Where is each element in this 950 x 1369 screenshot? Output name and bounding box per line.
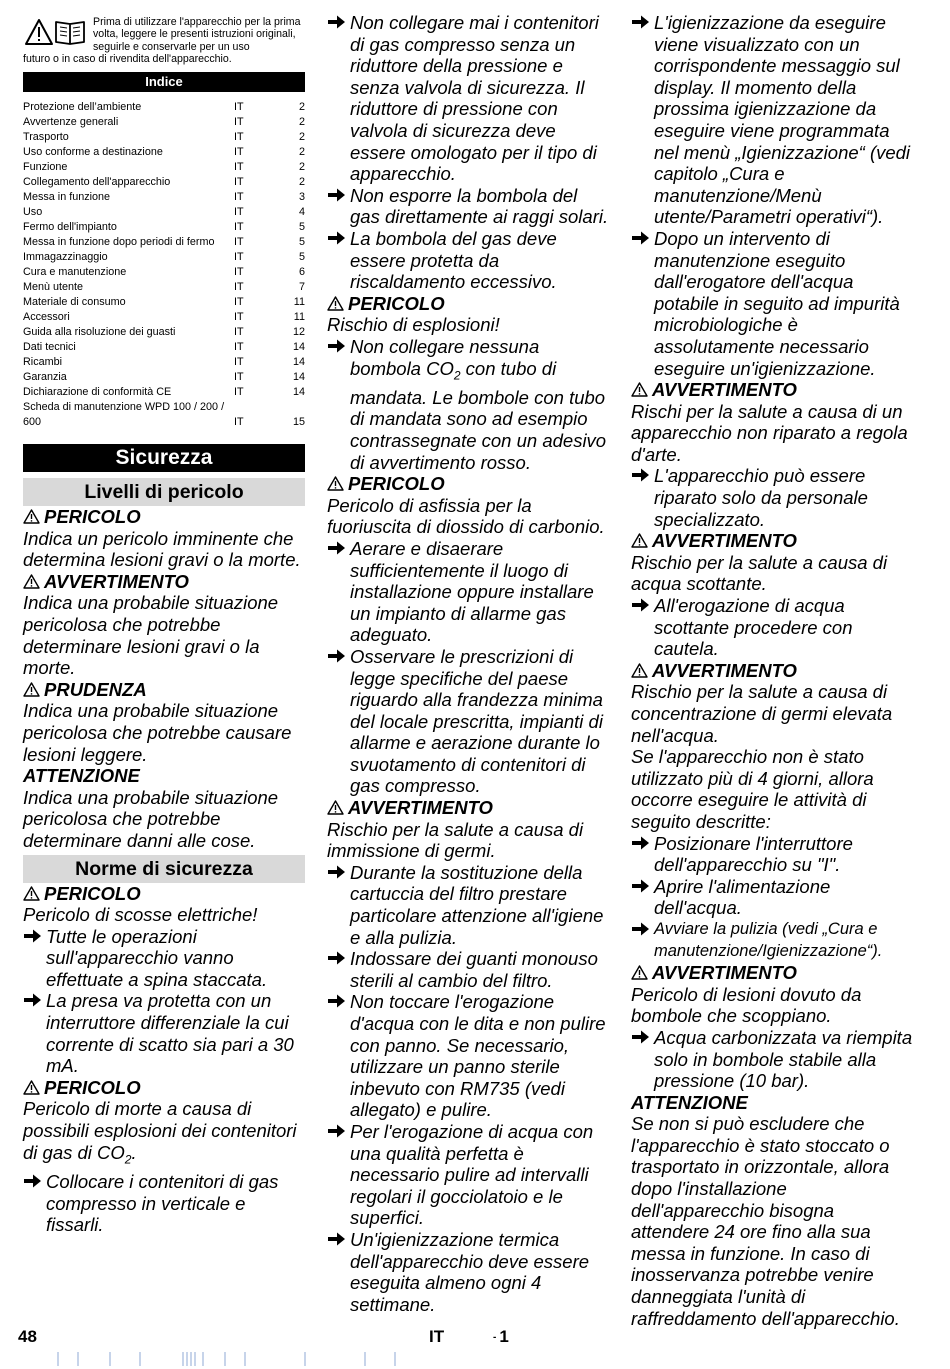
toc-entry-page: 14	[292, 386, 305, 398]
toc-entry-page: 11	[293, 296, 305, 308]
toc-entry-page: 6	[298, 266, 305, 278]
arrow-right-icon	[631, 1029, 650, 1045]
notice-text: Se non si può escludere che l'apparecchio è stato stoccato o trasportato in orizzontale, allora dopo l'installazione dell'apparecchio bisogna attendere 24 ore fino alla sua messa in funzione. In caso di inosservanza potrebbe venire danneggiata l'unità di raffreddamento dell'apparecchio.	[631, 1113, 900, 1329]
level-description: Indica un pericolo imminente che determina lesioni gravi o la morte.	[23, 527, 301, 571]
level-heading: ATTENZIONE	[23, 765, 140, 787]
instruction-item: Aprire l'alimentazione dell'acqua.	[631, 876, 913, 919]
intro-text: Prima di utilizzare l'apparecchio per la prima volta, leggere le presenti istruzioni originali, seguirle e conservarle per un uso	[93, 16, 301, 53]
warning-icon	[23, 574, 40, 589]
toc-entry[interactable]	[23, 400, 305, 430]
column-middle	[327, 12, 611, 1315]
arrow-right-icon	[327, 648, 346, 664]
toc-entry-title: Dati tecnici	[23, 341, 76, 353]
subsection-title: Norme di sicurezza	[23, 855, 305, 883]
hazard-heading: PERICOLO	[23, 883, 305, 905]
level-heading: PRUDENZA	[23, 679, 305, 701]
instruction-item: Aerare e disaerare sufficientemente il luogo di installazione oppure installare un impianto di allarme gas adeguato.	[327, 538, 611, 646]
arrow-right-icon	[327, 950, 346, 966]
toc-entry-title: Avvertenze generali	[23, 116, 119, 128]
hazard-text: Rischio per la salute a causa di concentrazione di germi elevata nell'acqua.	[631, 681, 893, 746]
toc-entry-title: Uso	[23, 206, 43, 218]
arrow-right-icon	[327, 230, 346, 246]
toc-entry-lang: IT	[234, 206, 244, 218]
arrow-right-icon	[327, 993, 346, 1009]
toc-entry-page: 12	[292, 326, 305, 338]
toc-entry-lang: IT	[234, 311, 244, 323]
toc-entry-lang: IT	[234, 386, 244, 398]
hazard-text: Pericolo di asfissia per la fuoriuscita di diossido di carbonio.	[327, 494, 605, 538]
section-title: Sicurezza	[23, 444, 305, 472]
toc-entry-page: 14	[292, 371, 305, 383]
toc-entry-title: Materiale di consumo	[23, 296, 126, 308]
arrow-right-icon	[23, 928, 42, 944]
instruction-item: Non toccare l'erogazione d'acqua con le dita e non pulire con panno. Se necessario, utilizzare un panno sterile inbevuto con RM735 (vedi allegato) e pulire.	[327, 991, 611, 1121]
instruction-item: La presa va protetta con un interruttore differenziale la cui corrente di scatto sia pari a 30 mA.	[23, 990, 305, 1076]
toc-entry-lang: IT	[234, 296, 244, 308]
warning-icon	[23, 509, 40, 524]
toc-entry-title: Collegamento dell'apparecchio	[23, 176, 171, 188]
toc-entry-lang: IT	[234, 191, 244, 203]
toc-entry[interactable]	[23, 310, 305, 325]
instruction-item: Indossare dei guanti monouso sterili al cambio del filtro.	[327, 948, 611, 991]
instruction-item: Non collegare mai i contenitori di gas compresso senza un riduttore della pressione e senza valvola di sicurezza. Il riduttore di pressione con valvola di sicurezza deve essere omologato per il tipo di apparecchio.	[327, 12, 611, 185]
toc-entry-page: 2	[298, 116, 305, 128]
toc-entry-page: 3	[298, 191, 305, 203]
warning-read-manual-icon	[25, 18, 87, 46]
instruction-item: Durante la sostituzione della cartuccia del filtro prestare particolare attenzione all'igiene e alla pulizia.	[327, 862, 611, 948]
toc-entry-lang: IT	[234, 101, 244, 113]
column-right	[631, 12, 913, 1329]
toc-entry-lang: IT	[234, 146, 244, 158]
toc-entry[interactable]	[23, 100, 305, 115]
toc-entry-lang: IT	[234, 131, 244, 143]
arrow-right-icon	[631, 597, 650, 613]
toc-entry[interactable]	[23, 145, 305, 160]
toc-entry[interactable]	[23, 205, 305, 220]
toc-entry[interactable]	[23, 280, 305, 295]
toc-entry-page: 2	[298, 131, 305, 143]
toc-entry-lang: IT	[234, 236, 244, 248]
toc-entry[interactable]	[23, 370, 305, 385]
warning-icon	[327, 800, 344, 815]
instruction-item: Un'igienizzazione termica dell'apparecchio deve essere eseguita almeno ogni 4 settimane.	[327, 1229, 611, 1315]
toc-entry-title: Accessori	[23, 311, 70, 323]
instruction-item: Non esporre la bombola del gas direttamente ai raggi solari.	[327, 185, 611, 228]
level-heading: PERICOLO	[23, 506, 305, 528]
toc-entry[interactable]	[23, 220, 305, 235]
toc-entry-title: Guida alla risoluzione dei guasti	[23, 326, 176, 338]
toc-entry[interactable]	[23, 250, 305, 265]
toc-entry-page: 14	[292, 341, 305, 353]
subsection-title: Livelli di pericolo	[23, 478, 305, 506]
toc-entry[interactable]	[23, 190, 305, 205]
toc-entry[interactable]	[23, 235, 305, 250]
arrow-right-icon	[631, 921, 650, 937]
arrow-right-icon	[327, 14, 346, 30]
toc-entry[interactable]	[23, 115, 305, 130]
column-left	[23, 12, 305, 1236]
arrow-right-icon	[327, 864, 346, 880]
hazard-text: Rischio per la salute a causa di immissione di germi.	[327, 818, 584, 862]
hazard-text: Rischi per la salute a causa di un apparecchio non riparato a regola d'arte.	[631, 400, 908, 465]
intro-text-cont: futuro o in caso di rivendita dell'apparecchio.	[23, 53, 232, 65]
warning-icon	[631, 382, 648, 397]
arrow-right-icon	[327, 1231, 346, 1247]
toc-entry-title: Protezione dell’ambiente	[23, 101, 142, 113]
toc-entry-page: 5	[298, 236, 305, 248]
arrow-right-icon	[631, 835, 650, 851]
instruction-item: Dopo un intervento di manutenzione eseguito dall'erogatore dell'acqua potabile in seguito ad impurità microbiologiche è assolutamente necessario eseguire un'igienizzazione.	[631, 228, 913, 379]
toc-entry[interactable]	[23, 385, 305, 400]
table-of-contents	[23, 100, 305, 430]
instruction-item: L'apparecchio può essere riparato solo da personale specializzato.	[631, 465, 913, 530]
toc-entry-page: 2	[298, 101, 305, 113]
toc-entry-title: Trasporto	[23, 131, 69, 143]
warning-icon	[631, 965, 648, 980]
warning-icon	[23, 1080, 40, 1095]
toc-entry[interactable]	[23, 355, 305, 370]
instruction-item: La bombola del gas deve essere protetta da riscaldamento eccessivo.	[327, 228, 611, 293]
hazard-heading: AVVERTIMENTO	[327, 797, 611, 819]
instruction-item: Collocare i contenitori di gas compresso in verticale e fissarli.	[23, 1171, 305, 1236]
toc-entry[interactable]	[23, 160, 305, 175]
toc-entry[interactable]	[23, 340, 305, 355]
toc-entry-page: 2	[298, 176, 305, 188]
arrow-right-icon	[23, 992, 42, 1008]
page-index: - 1	[493, 1327, 509, 1346]
hazard-text: Pericolo di scosse elettriche!	[23, 904, 258, 926]
hazard-heading: AVVERTIMENTO	[631, 379, 913, 401]
hazard-heading: PERICOLO	[327, 473, 611, 495]
toc-entry[interactable]	[23, 325, 305, 340]
toc-entry-title: Messa in funzione	[23, 191, 111, 203]
toc-entry-page: 5	[298, 251, 305, 263]
level-description: Indica una probabile situazione pericolosa che potrebbe determinare danni alle cose.	[23, 786, 279, 851]
hazard-text: Se l'apparecchio non è stato utilizzato più di 4 giorni, allora occorre eseguire le attività di seguito descritte:	[631, 746, 874, 832]
arrow-right-icon	[631, 14, 650, 30]
toc-entry[interactable]	[23, 175, 305, 190]
intro-note	[23, 12, 305, 70]
instruction-item: Osservare le prescrizioni di legge specifiche del paese riguardo alla frandezza minima del locale prescritta, impianti di allarme e aerazione durante lo svuotamento di contenitori di gas compresso.	[327, 646, 611, 797]
toc-entry-page: 5	[298, 221, 305, 233]
toc-entry-title: Fermo dell'impianto	[23, 221, 117, 233]
toc-entry-lang: IT	[234, 221, 244, 233]
instruction-item: Per l'erogazione di acqua con una qualità perfetta è necessario pulire ad intervalli regolari il gocciolatoio e le superfici.	[327, 1121, 611, 1229]
hazard-text: Rischio di esplosioni!	[327, 314, 500, 336]
instruction-item: Posizionare l'interruttore dell'apparecchio su "I".	[631, 833, 913, 876]
hazard-heading: AVVERTIMENTO	[631, 530, 913, 552]
instruction-item: Non collegare nessuna bombola $CO_2$ con tubo di mandata. Le bombole con tubo di mandata sono ad esempio contrassegnate con un adesivo di avvertimento rosso.	[327, 336, 611, 473]
toc-entry-title: Dichiarazione di conformità CE	[23, 386, 172, 398]
instruction-item: Acqua carbonizzata va riempita solo in bombole stabile alla pressione (10 bar).	[631, 1027, 913, 1092]
notice-heading: ATTENZIONE	[631, 1091, 748, 1113]
toc-entry-title: Scheda di manutenzione WPD 100 / 200 / 600	[23, 401, 225, 428]
toc-entry-title: Garanzia	[23, 371, 67, 383]
level-description: Indica una probabile situazione pericolosa che potrebbe causare lesioni leggere.	[23, 700, 292, 765]
warning-icon	[631, 533, 648, 548]
toc-entry-lang: IT	[234, 371, 244, 383]
registration-marks	[40, 1350, 420, 1368]
safety-rules-left	[23, 883, 305, 1236]
warning-icon	[327, 476, 344, 491]
toc-entry-title: Funzione	[23, 161, 68, 173]
arrow-right-icon	[631, 878, 650, 894]
index-title: Indice	[23, 72, 305, 92]
level-description: Indica una probabile situazione pericolosa che potrebbe determinare lesioni gravi o la morte.	[23, 592, 279, 679]
toc-entry-title: Uso conforme a destinazione	[23, 146, 163, 158]
danger-levels	[23, 506, 305, 852]
toc-entry-title: Ricambi	[23, 356, 62, 368]
warning-icon	[327, 296, 344, 311]
toc-entry-page: 11	[293, 311, 305, 323]
toc-entry-lang: IT	[234, 251, 244, 263]
hazard-heading: AVVERTIMENTO	[631, 660, 913, 682]
hazard-heading: PERICOLO	[23, 1077, 305, 1099]
arrow-right-icon	[23, 1173, 42, 1189]
warning-icon	[23, 886, 40, 901]
instruction-item: Tutte le operazioni sull'apparecchio vanno effettuate a spina staccata.	[23, 926, 305, 991]
toc-entry-page: 14	[292, 356, 305, 368]
toc-entry-lang: IT	[234, 176, 244, 188]
toc-entry-lang: IT	[234, 116, 244, 128]
toc-entry-lang: IT	[234, 281, 244, 293]
toc-entry-lang: IT	[234, 266, 244, 278]
instruction-item: Avviare la pulizia (vedi „Cura e manutenzione/Igienizzazione“).	[631, 919, 913, 962]
toc-entry-lang: IT	[234, 326, 244, 338]
instruction-item: L'igienizzazione da eseguire viene visualizzato con un corrispondente messaggio sul display. Il momento della prossima igienizzazione da eseguire viene programmata nel menù „Igienizzazione“ (vedi capitolo „Cura e manutenzione/Menù utente/Parametri operativi“).	[631, 12, 913, 228]
arrow-right-icon	[327, 1123, 346, 1139]
toc-entry-page: 7	[298, 281, 305, 293]
toc-entry-title: Immagazzinaggio	[23, 251, 108, 263]
toc-entry-title: Cura e manutenzione	[23, 266, 127, 278]
arrow-right-icon	[327, 540, 346, 556]
hazard-text: Pericolo di morte a causa di possibili esplosioni dei contenitori di gas di $CO_2$.	[23, 1098, 297, 1167]
toc-entry[interactable]	[23, 130, 305, 145]
hazard-text: Pericolo di lesioni dovuto da bombole che scoppiano.	[631, 983, 862, 1027]
arrow-right-icon	[631, 230, 650, 246]
hazard-heading: PERICOLO	[327, 293, 611, 315]
warning-icon	[23, 682, 40, 697]
arrow-right-icon	[631, 467, 650, 483]
toc-entry-title: Messa in funzione dopo periodi di fermo	[23, 236, 215, 248]
level-heading: AVVERTIMENTO	[23, 571, 305, 593]
toc-entry-lang: IT	[234, 341, 244, 353]
toc-entry-lang: IT	[234, 356, 244, 368]
arrow-right-icon	[327, 338, 346, 354]
toc-entry-lang: IT	[234, 161, 244, 173]
toc-entry-page: 2	[298, 146, 305, 158]
toc-entry-page: 4	[298, 206, 305, 218]
arrow-right-icon	[327, 187, 346, 203]
toc-entry[interactable]	[23, 295, 305, 310]
instruction-item: All'erogazione di acqua scottante procedere con cautela.	[631, 595, 913, 660]
warning-icon	[631, 663, 648, 678]
toc-entry-page: 15	[292, 416, 305, 428]
toc-entry[interactable]	[23, 265, 305, 280]
hazard-text: Rischio per la salute a causa di acqua scottante.	[631, 551, 888, 595]
toc-entry-title: Menù utente	[23, 281, 84, 293]
language-code: IT	[429, 1327, 445, 1346]
page-number: 48	[18, 1327, 37, 1346]
hazard-heading: AVVERTIMENTO	[631, 962, 913, 984]
toc-entry-page: 2	[298, 161, 305, 173]
toc-entry-lang: IT	[234, 416, 244, 428]
